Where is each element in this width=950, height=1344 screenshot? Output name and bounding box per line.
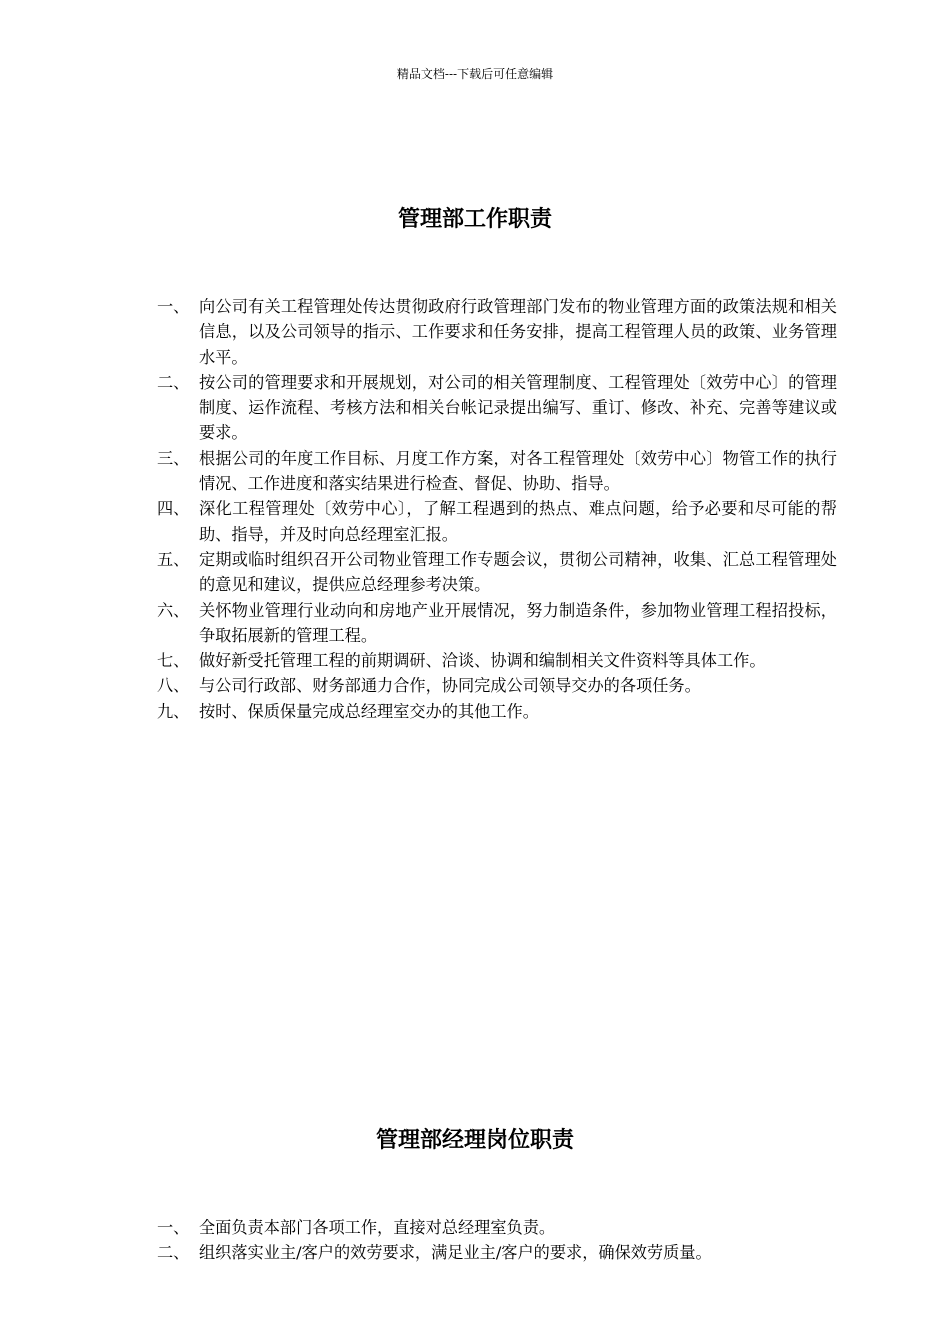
- list-item: [157, 496, 837, 547]
- section-title-manager-duties: 管理部经理岗位职责: [375, 1128, 574, 1153]
- item-text: 做好新受托管理工程的前期调研、洽谈、协调和编制相关文件资料等具体工作。: [199, 651, 766, 671]
- manager-duties-list: [157, 1215, 837, 1266]
- list-item: [157, 294, 837, 370]
- item-number: 八、: [157, 676, 190, 696]
- item-number: 五、: [157, 549, 190, 569]
- item-number: 六、: [157, 600, 190, 620]
- list-item: [157, 1240, 837, 1265]
- section-title-department-duties: 管理部工作职责: [397, 207, 552, 232]
- item-text: 定期或临时组织召开公司物业管理工作专题会议，贯彻公司精神，收集、汇总工程管理处的意见和建议，提供应总经理参考决策。: [199, 549, 837, 595]
- list-item: [157, 370, 837, 446]
- item-number: 九、: [157, 701, 190, 721]
- item-text: 深化工程管理处〔效劳中心〕，了解工程遇到的热点、难点问题，给予必要和尽可能的帮助、指导，并及时向总经理室汇报。: [199, 499, 837, 544]
- item-number: 二、: [157, 1243, 190, 1263]
- item-text: 按公司的管理要求和开展规划，对公司的相关管理制度、工程管理处〔效劳中心〕的管理制度、运作流程、考核方法和相关台帐记录提出编写、重订、修改、补充、完善等建议或要求。: [199, 372, 837, 443]
- item-text: 根据公司的年度工作目标、月度工作方案，对各工程管理处〔效劳中心〕物管工作的执行情况、工作进度和落实结果进行检查、督促、协助、指导。: [199, 448, 837, 494]
- list-item: [157, 547, 837, 598]
- item-text: 向公司有关工程管理处传达贯彻政府行政管理部门发布的物业管理方面的政策法规和相关信息，以及公司领导的指示、工作要求和任务安排，提高工程管理人员的政策、业务管理水平。: [199, 297, 837, 367]
- list-item: [157, 699, 837, 724]
- item-text: 关怀物业管理行业动向和房地产业开展情况，努力制造条件，参加物业管理工程招投标，争取拓展新的管理工程。: [199, 600, 837, 645]
- item-number: 七、: [157, 651, 190, 671]
- list-item: [157, 648, 837, 673]
- item-number: 一、: [157, 1218, 190, 1237]
- list-item: [157, 1215, 837, 1240]
- item-text: 按时、保质保量完成总经理室交办的其他工作。: [199, 701, 539, 721]
- item-number: 三、: [157, 448, 190, 468]
- item-number: 一、: [157, 297, 190, 316]
- item-text: 全面负责本部门各项工作，直接对总经理室负责。: [199, 1218, 556, 1237]
- item-number: 四、: [157, 499, 190, 519]
- list-item: [157, 673, 837, 698]
- list-item: [157, 598, 837, 649]
- item-number: 二、: [157, 372, 190, 392]
- document-watermark: 精品文档---下载后可任意编辑: [396, 67, 554, 81]
- list-item: [157, 446, 837, 497]
- item-text: 组织落实业主/客户的效劳要求，满足业主/客户的要求，确保效劳质量。: [199, 1243, 712, 1263]
- item-text: 与公司行政部、财务部通力合作，协同完成公司领导交办的各项任务。: [199, 676, 701, 696]
- department-duties-list: [157, 294, 837, 724]
